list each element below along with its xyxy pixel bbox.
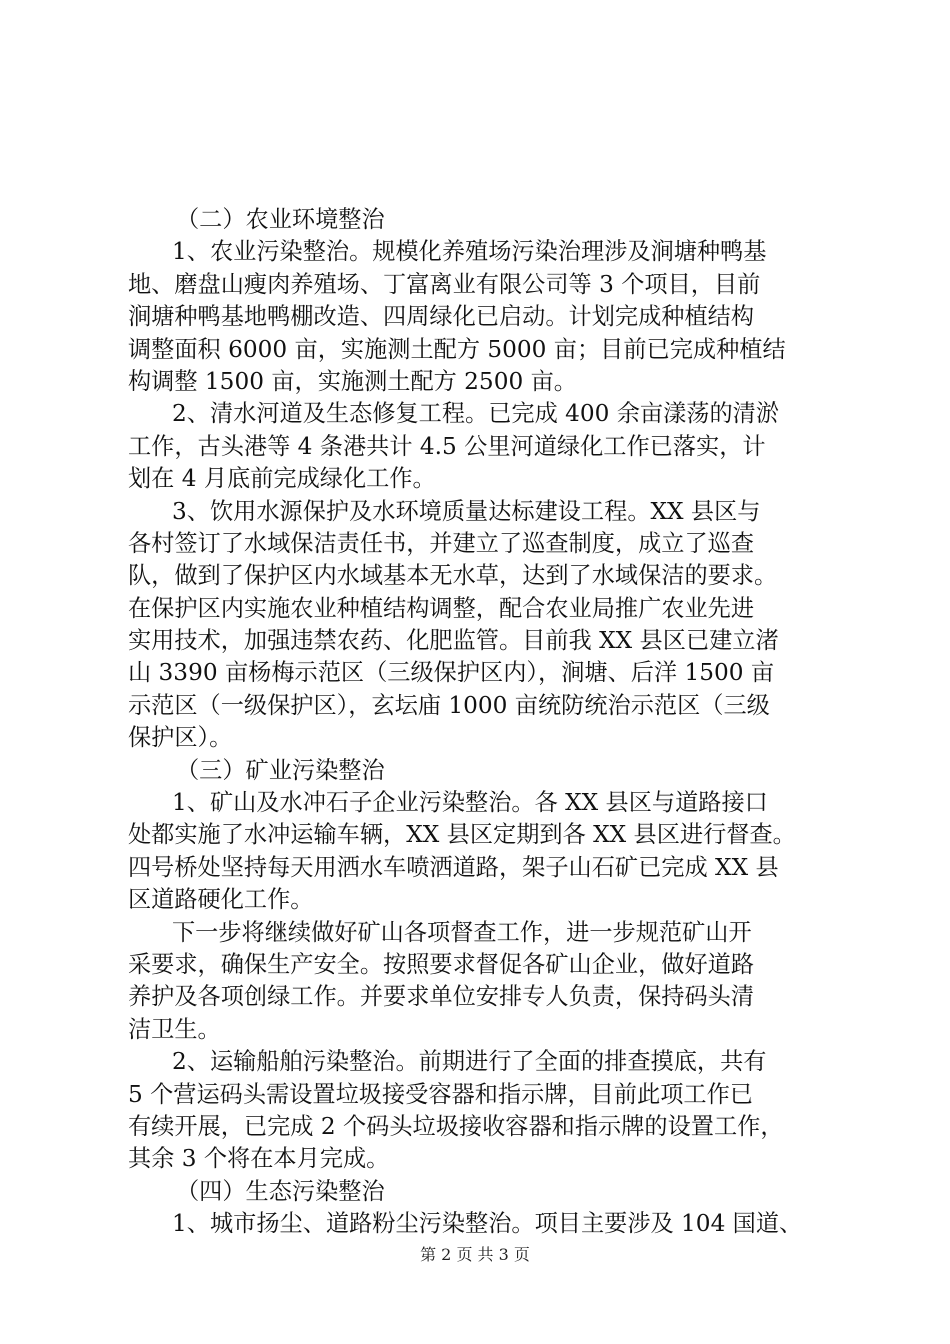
paragraph-line: 划在 4 月底前完成绿化工作。 — [128, 465, 436, 493]
paragraph-line: 山 3390 亩杨梅示范区（三级保护区内），涧塘、后洋 1500 亩 — [128, 659, 775, 687]
section-heading: （二）农业环境整治 — [176, 206, 385, 233]
paragraph-line: 养护及各项创绿工作。并要求单位安排专人负责，保持码头清 — [128, 983, 755, 1011]
paragraph-line: 洁卫生。 — [128, 1015, 221, 1043]
paragraph-line: 调整面积 6000 亩，实施测土配方 5000 亩；目前已完成种植结 — [128, 335, 786, 363]
paragraph-line: 涧塘种鸭基地鸭棚改造、四周绿化已启动。计划完成种植结构 — [128, 303, 755, 331]
section-heading: （三）矿业污染整治 — [176, 756, 385, 784]
paragraph-line: 示范区（一级保护区），玄坛庙 1000 亩统防统治示范区（三级 — [128, 691, 770, 719]
paragraph-line: 5 个营运码头需设置垃圾接受容器和指示牌，目前此项工作已 — [128, 1080, 753, 1108]
paragraph-line: 2、清水河道及生态修复工程。已完成 400 余亩漾荡的清淤 — [172, 400, 780, 428]
paragraph-line: 队，做到了保护区内水域基本无水草，达到了水域保洁的要求。 — [128, 562, 778, 590]
paragraph-line: 在保护区内实施农业种植结构调整，配合农业局推广农业先进 — [128, 594, 755, 622]
paragraph-line: 1、城市扬尘、道路粉尘污染整治。项目主要涉及 104 国道、 — [172, 1210, 803, 1238]
paragraph-line: 其余 3 个将在本月完成。 — [128, 1145, 390, 1173]
page-footer: 第 2 页 共 3 页 — [420, 1245, 530, 1264]
paragraph-line: 3、饮用水源保护及水环境质量达标建设工程。XX 县区与 — [172, 497, 761, 525]
paragraph-line: 实用技术，加强违禁农药、化肥监管。目前我 XX 县区已建立渚 — [128, 627, 779, 655]
paragraph-line: 各村签订了水域保洁责任书，并建立了巡查制度，成立了巡查 — [128, 529, 755, 557]
paragraph-line: 处都实施了水冲运输车辆，XX 县区定期到各 XX 县区进行督查。 — [128, 821, 796, 849]
paragraph-line: 2、运输船舶污染整治。前期进行了全面的排查摸底，共有 — [172, 1048, 767, 1076]
paragraph-line: 构调整 1500 亩，实施测土配方 2500 亩。 — [128, 367, 577, 395]
document-body — [128, 204, 848, 1241]
paragraph-line: 保护区）。 — [128, 724, 233, 752]
paragraph-line: 区道路硬化工作。 — [128, 886, 314, 914]
paragraph-line: 1、矿山及水冲石子企业污染整治。各 XX 县区与道路接口 — [172, 789, 768, 817]
paragraph-line: 下一步将继续做好矿山各项督查工作，进一步规范矿山开 — [172, 918, 752, 946]
paragraph-line: 有续开展，已完成 2 个码头垃圾接收容器和指示牌的设置工作， — [128, 1112, 784, 1140]
paragraph-line: 1、农业污染整治。规模化养殖场污染治理涉及涧塘种鸭基 — [172, 238, 767, 266]
paragraph-line: 采要求，确保生产安全。按照要求督促各矿山企业，做好道路 — [128, 950, 755, 978]
paragraph-line: 地、磨盘山瘦肉养殖场、丁富离业有限公司等 3 个项目，目前 — [128, 270, 761, 298]
paragraph-line: 四号桥处坚持每天用洒水车喷洒道路，架子山石矿已完成 XX 县 — [128, 853, 779, 881]
section-heading: （四）生态污染整治 — [176, 1177, 385, 1205]
paragraph-line: 工作，古头港等 4 条港共计 4.5 公里河道绿化工作已落实，计 — [128, 432, 766, 460]
